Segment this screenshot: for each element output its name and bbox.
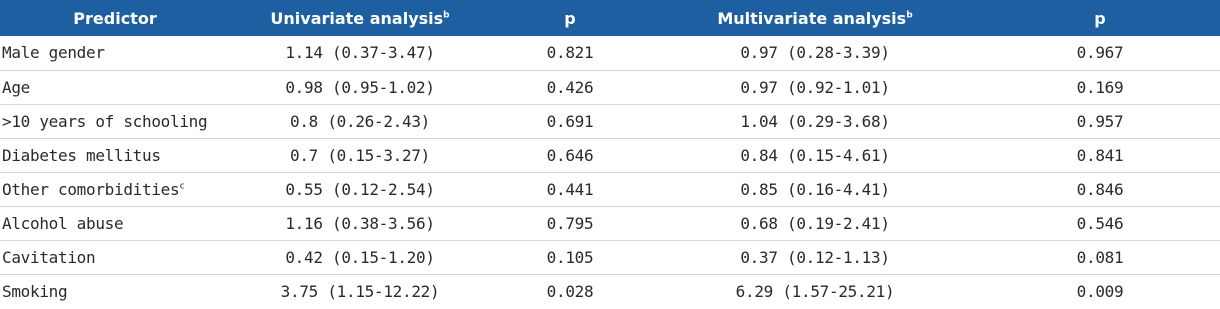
header-univariate: Univariate analysis$^b$ <box>270 8 450 28</box>
header-row <box>0 0 1220 36</box>
table-row <box>0 240 1220 274</box>
cell-predictor: >10 years of schooling <box>2 111 208 131</box>
table-row <box>0 138 1220 172</box>
cell-univariate: 0.42 (0.15-1.20) <box>285 247 435 267</box>
cell-p-multivariate: 0.081 <box>1076 247 1124 267</box>
cell-predictor: Smoking <box>2 281 68 301</box>
cell-p-multivariate: 0.957 <box>1076 111 1124 131</box>
cell-p-univariate: 0.028 <box>546 281 594 301</box>
cell-p-univariate: 0.646 <box>546 145 594 165</box>
cell-predictor: Cavitation <box>2 247 96 267</box>
cell-p-multivariate: 0.546 <box>1076 213 1124 233</box>
header-univariate-footnote: b <box>443 10 450 21</box>
cell-p-multivariate: 0.841 <box>1076 145 1124 165</box>
cell-predictor: Male gender <box>2 43 105 63</box>
cell-multivariate: 0.85 (0.16-4.41) <box>740 179 890 199</box>
cell-multivariate: 1.04 (0.29-3.68) <box>740 111 890 131</box>
cell-univariate: 0.55 (0.12-2.54) <box>285 179 435 199</box>
header-predictor: Predictor <box>73 8 157 28</box>
header-p-multivariate: p <box>1094 8 1106 28</box>
cell-multivariate: 0.68 (0.19-2.41) <box>740 213 890 233</box>
table-body <box>0 36 1220 308</box>
predictor-footnote: c <box>179 181 185 192</box>
cell-predictor: Age <box>2 77 30 97</box>
cell-p-univariate: 0.795 <box>546 213 594 233</box>
cell-univariate: 1.16 (0.38-3.56) <box>285 213 435 233</box>
cell-p-univariate: 0.426 <box>546 77 594 97</box>
header-multivariate-footnote: b <box>906 10 913 21</box>
cell-multivariate: 6.29 (1.57-25.21) <box>735 281 895 301</box>
cell-univariate: 1.14 (0.37-3.47) <box>285 43 435 63</box>
cell-p-univariate: 0.441 <box>546 179 594 199</box>
table-row <box>0 104 1220 138</box>
cell-p-multivariate: 0.169 <box>1076 77 1124 97</box>
cell-univariate: 0.8 (0.26-2.43) <box>290 111 430 131</box>
cell-p-univariate: 0.821 <box>546 43 594 63</box>
cell-multivariate: 0.84 (0.15-4.61) <box>740 145 890 165</box>
cell-multivariate: 0.97 (0.92-1.01) <box>740 77 890 97</box>
cell-predictor: Other comorbidities$^c$ <box>2 179 185 199</box>
cell-predictor: Diabetes mellitus <box>2 145 161 165</box>
table-header <box>0 0 1220 36</box>
header-p-univariate: p <box>564 8 576 28</box>
cell-p-multivariate: 0.009 <box>1076 281 1124 301</box>
cell-predictor: Alcohol abuse <box>2 213 124 233</box>
table-row <box>0 172 1220 206</box>
cell-multivariate: 0.37 (0.12-1.13) <box>740 247 890 267</box>
cell-p-multivariate: 0.967 <box>1076 43 1124 63</box>
table-row <box>0 206 1220 240</box>
table-row <box>0 36 1220 70</box>
cell-univariate: 0.98 (0.95-1.02) <box>285 77 435 97</box>
cell-univariate: 3.75 (1.15-12.22) <box>280 281 440 301</box>
table-row <box>0 70 1220 104</box>
header-multivariate: Multivariate analysis$^b$ <box>717 8 913 28</box>
table-row <box>0 274 1220 308</box>
cell-multivariate: 0.97 (0.28-3.39) <box>740 43 890 63</box>
cell-univariate: 0.7 (0.15-3.27) <box>290 145 430 165</box>
cell-p-univariate: 0.105 <box>546 247 594 267</box>
cell-p-univariate: 0.691 <box>546 111 594 131</box>
cell-p-multivariate: 0.846 <box>1076 179 1124 199</box>
